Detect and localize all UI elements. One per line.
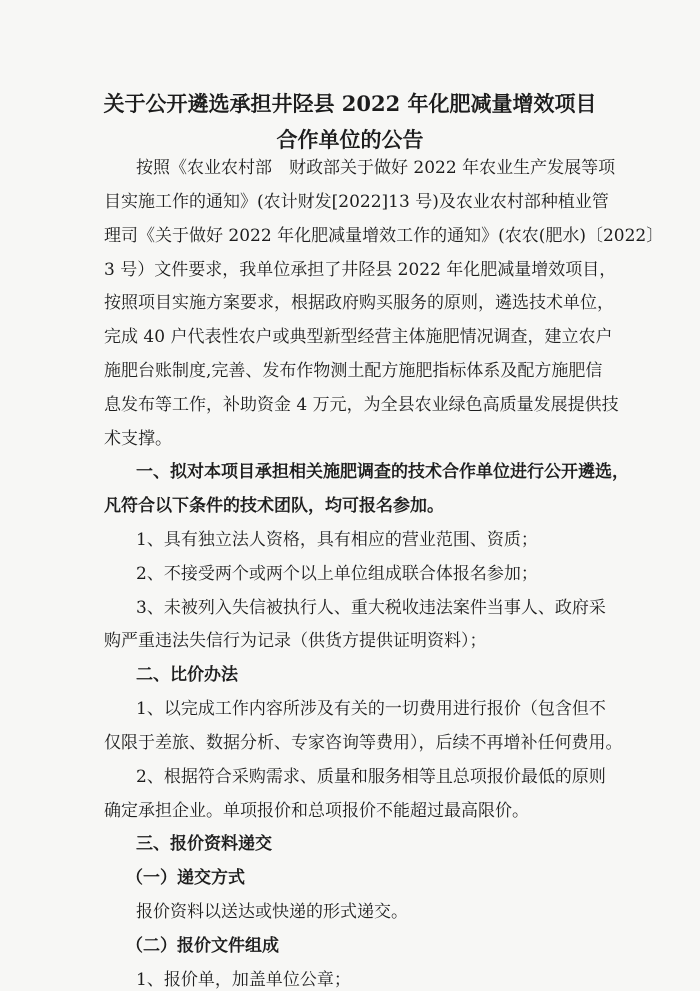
pricing-item-1: 1、以完成工作内容所涉及有关的一切费用进行报价（包含但不	[136, 699, 606, 719]
section-2-heading: 二、比价办法	[136, 665, 238, 685]
body-line: 按照项目实施方案要求，根据政府购买服务的原则，遴选技术单位，	[104, 293, 614, 313]
section-3-heading: 三、报价资料递交	[136, 834, 272, 854]
body-line: 施肥台账制度,完善、发布作物测土配方施肥指标体系及配方施肥信	[104, 361, 603, 381]
notice-title-line-1: 关于公开遴选承担井陉县 2022 年化肥减量增效项目	[103, 91, 597, 116]
body-line: 息发布等工作，补助资金 4 万元，为全县农业绿色高质量发展提供技	[104, 395, 619, 415]
body-line: 完成 40 户代表性农户或典型新型经营主体施肥情况调查，建立农户	[104, 327, 613, 347]
submission-method-text: 报价资料以送达或快递的形式递交。	[136, 902, 408, 922]
body-line: 目实施工作的通知》(农计财发[2022]13 号)及农业农村部种植业管	[104, 192, 609, 212]
pricing-item-1-cont: 仅限于差旅、数据分析、专家咨询等费用），后续不再增补任何费用。	[104, 733, 623, 753]
pricing-item-2: 2、根据符合采购需求、质量和服务相等且总项报价最低的原则	[136, 767, 606, 787]
notice-title-line-2: 合作单位的公告	[276, 127, 424, 152]
body-line: 3 号）文件要求，我单位承担了井陉县 2022 年化肥减量增效项目，	[104, 260, 617, 280]
condition-item-3-cont: 购严重违法失信行为记录（供货方提供证明资料）；	[104, 631, 487, 651]
body-line: 术支撑。	[104, 429, 172, 449]
body-line: 理司《关于做好 2022 年化肥减量增效工作的通知》(农农(肥水)〔2022〕	[104, 226, 664, 246]
document-item-1: 1、报价单，加盖单位公章；	[136, 970, 351, 990]
pricing-item-2-cont: 确定承担企业。单项报价和总项报价不能超过最高限价。	[104, 801, 529, 821]
body-line: 按照《农业农村部 财政部关于做好 2022 年农业生产发展等项	[136, 158, 616, 178]
section-1-heading-line-2: 凡符合以下条件的技术团队，均可报名参加。	[104, 496, 444, 516]
condition-item-3: 3、未被列入失信被执行人、重大税收违法案件当事人、政府采	[136, 598, 606, 618]
condition-item-2: 2、不接受两个或两个以上单位组成联合体报名参加；	[136, 564, 538, 584]
condition-item-1: 1、具有独立法人资格，具有相应的营业范围、资质；	[136, 530, 538, 550]
subsection-1-heading: （一）递交方式	[126, 868, 245, 888]
section-1-heading-line-1: 一、拟对本项目承担相关施肥调查的技术合作单位进行公开遴选，	[136, 462, 629, 482]
subsection-2-heading: （二）报价文件组成	[126, 936, 279, 956]
